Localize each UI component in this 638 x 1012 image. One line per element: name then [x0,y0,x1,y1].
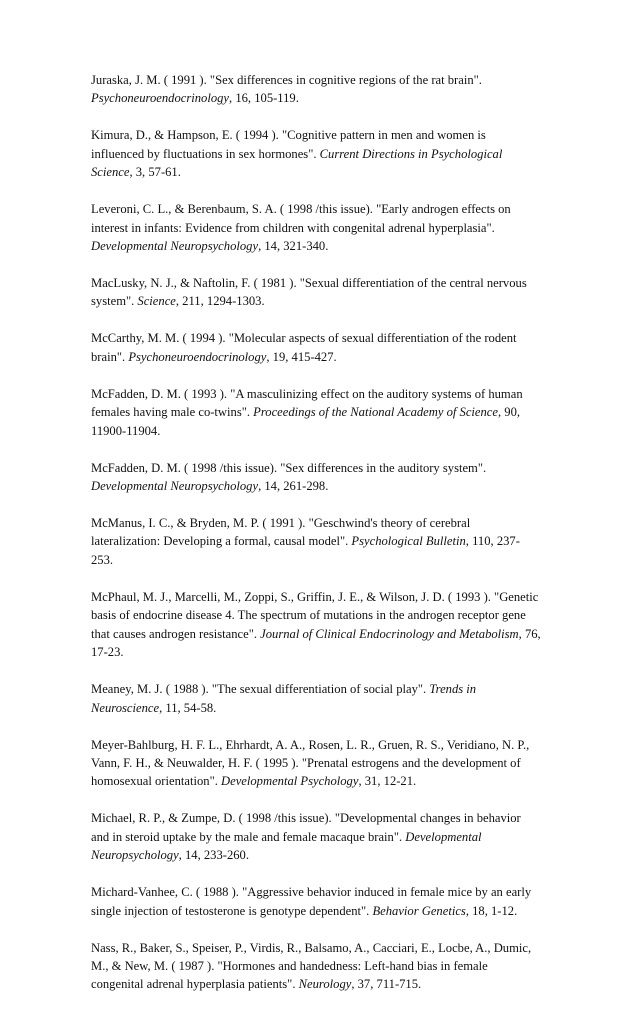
reference-entry [91,274,541,311]
reference-citation: Nass, R., Baker, S., Speiser, P., Virdis, R., Balsamo, A., Cacciari, E., Locbe, A., Dumic, M., & New, M. ( 1987 ). "Hormones and handedness: Left-hand bias in female congenital adrenal hyperplasia patients". [91,940,532,992]
reference-citation: McPhaul, M. J., Marcelli, M., Zoppi, S., Griffin, J. E., & Wilson, J. D. ( 1993 ). "Genetic basis of endocrine disease 4. The spectrum of mutations in the androgen receptor gene that causes androgen resistance". [91,589,539,641]
reference-entry [91,809,541,864]
reference-journal: Psychological Bulletin [351,534,466,549]
reference-entry [91,588,541,662]
reference-citation: MacLusky, N. J., & Naftolin, F. ( 1981 ). "Sexual differentiation of the central nervous system". [91,276,527,309]
reference-entry [91,385,541,440]
reference-entry [91,329,541,366]
reference-entry [91,71,541,108]
reference-list [91,71,541,1012]
reference-citation: McFadden, D. M. ( 1998 /this issue). "Sex differences in the auditory system". [91,460,487,475]
reference-journal: Psychoneuroendocrinology [128,349,267,364]
reference-volume-pages: , 18, 1-12. [465,903,518,918]
reference-volume-pages: , 11, 54-58. [159,700,217,715]
reference-volume-pages: , 76, 17-23. [91,626,541,660]
reference-journal: Journal of Clinical Endocrinology and Metabolism [260,626,519,641]
reference-entry [91,459,541,496]
reference-citation: Michard-Vanhee, C. ( 1988 ). "Aggressive behavior induced in female mice by an early single injection of testosterone is genotype dependent". [91,885,532,918]
reference-volume-pages: , 19, 415-427. [266,349,337,364]
reference-journal: Behavior Genetics [372,903,466,918]
reference-volume-pages: , 110, 237-253. [91,534,520,567]
reference-journal: Developmental Neuropsychology [91,479,259,494]
reference-entry [91,736,541,791]
reference-journal: Proceedings of the National Academy of Science [253,405,498,420]
reference-entry [91,514,541,569]
reference-volume-pages: , 31, 12-21. [358,774,417,789]
reference-volume-pages: , 14, 233-260. [178,848,249,863]
reference-entry [91,200,541,255]
reference-journal: Developmental Psychology [221,774,359,789]
reference-citation: Michael, R. P., & Zumpe, D. ( 1998 /this issue). "Developmental changes in behavior and in steroid uptake by the male and female macaque brain". [91,811,521,844]
reference-entry [91,126,541,181]
reference-journal: Trends in Neuroscience [91,682,477,715]
reference-volume-pages: , 16, 105-119. [229,91,299,106]
reference-journal: Developmental Neuropsychology [91,829,482,863]
reference-entry [91,680,541,717]
reference-volume-pages: , 14, 321-340. [258,239,329,254]
reference-citation: Meyer-Bahlburg, H. F. L., Ehrhardt, A. A., Rosen, L. R., Gruen, R. S., Veridiano, N. P., Vann, F. H., & Neuwalder, H. F. ( 1995 ). "Prenatal estrogens and the development of homosexual orientation". [91,737,530,789]
reference-citation: McFadden, D. M. ( 1993 ). "A masculinizing effect on the auditory systems of human females having male co-twins". [91,386,523,420]
reference-citation: McCarthy, M. M. ( 1994 ). "Molecular aspects of sexual differentiation of the rodent brain". [91,331,517,364]
reference-citation: Leveroni, C. L., & Berenbaum, S. A. ( 1998 /this issue). "Early androgen effects on interest in infants: Evidence from children with congenital adrenal hyperplasia". [91,202,511,235]
reference-volume-pages: , 3, 57-61. [129,165,181,180]
reference-volume-pages: , 211, 1294-1303. [175,294,265,309]
reference-journal: Current Directions in Psychological Science [91,146,503,180]
reference-journal: Neurology [298,977,352,992]
reference-entry [91,883,541,920]
reference-journal: Developmental Neuropsychology [91,239,259,254]
reference-volume-pages: , 90, 11900-11904. [91,405,521,438]
reference-citation: Juraska, J. M. ( 1991 ). "Sex differences in cognitive regions of the rat brain". [91,73,482,87]
reference-journal: Psychoneuroendocrinology [91,91,230,106]
reference-citation: Kimura, D., & Hampson, E. ( 1994 ). "Cognitive pattern in men and women is influenced by fluctuations in sex hormones". [91,128,486,161]
reference-citation: Meaney, M. J. ( 1988 ). "The sexual differentiation of social play". [91,682,430,697]
reference-volume-pages: , 37, 711-715. [351,977,422,992]
reference-volume-pages: , 14, 261-298. [258,479,329,494]
reference-journal: Science [137,294,176,309]
reference-entry [91,939,541,994]
reference-citation: McManus, I. C., & Bryden, M. P. ( 1991 ). "Geschwind's theory of cerebral lateralization: Developing a formal, causal model". [91,516,471,549]
